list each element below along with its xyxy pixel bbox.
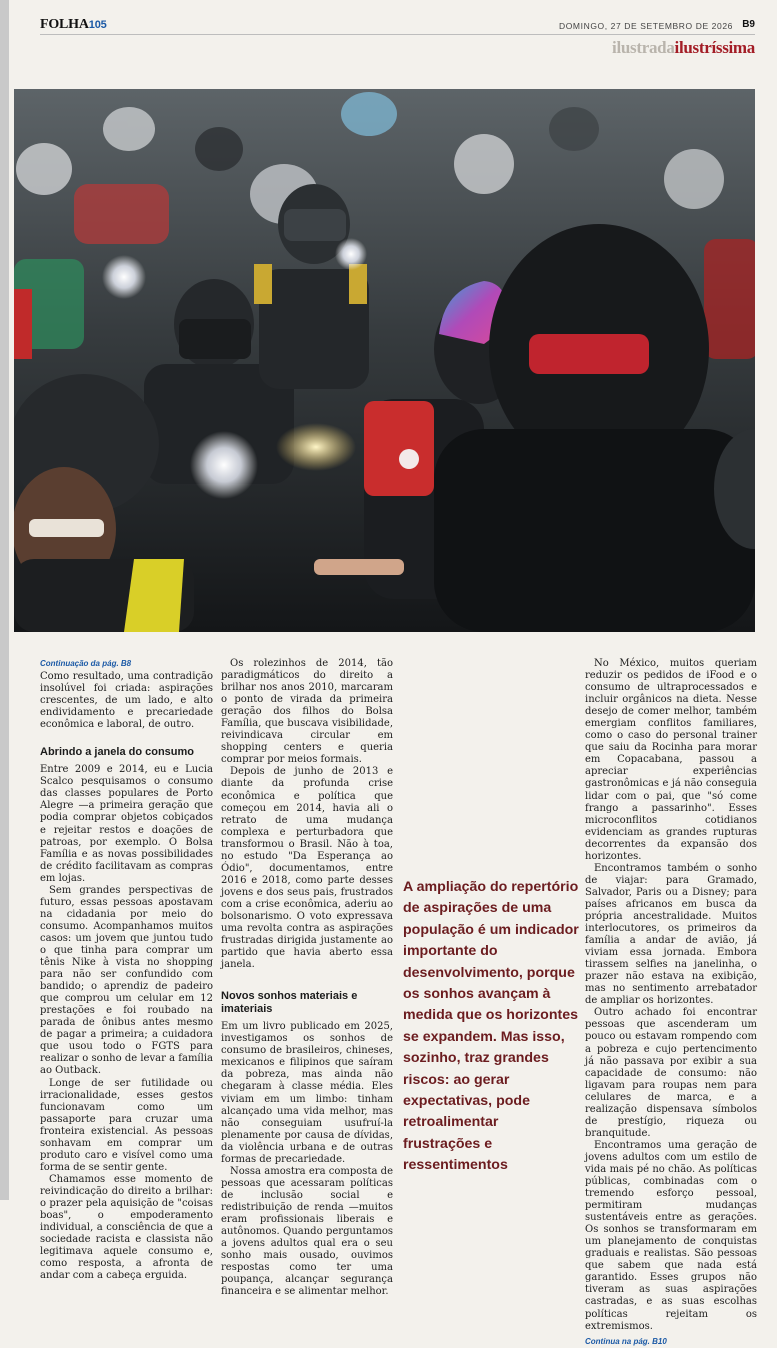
paragraph: Depois de junho de 2013 e diante da profunda crise econômica e política que começou em 2014, havia ali o retrato de uma mudança complexa e perturbadora que transformou o Brasil. Não à toa, no estudo "Da Esperança ao Ódio", documentamos, entre 2016 e 2018, como parte desses jovens e dos seus pais, frustrados com a crise econômica, aderiu ao bolsonarismo. O voto expressava uma revolta contra as aspirações frustradas dirigida justamente ao partido que havia aberto essa janela. [221,766,393,971]
logo-text: FOLHA [40,17,89,32]
masthead-rule [40,34,755,35]
paragraph: No México, muitos queriam reduzir os pedidos de iFood e o consumo de ultraprocessados e incluir orgânicos na dieta. Nesse desejo de comer melhor, também emergiam conflitos familiares, como o caso do personal trainer que saiu da Rocinha para morar em Copacabana, passou a apreciar experiências gastronômicas e já não conseguia lidar com o pai, que "só come frango a passarinho". Esses microconflitos cotidianos evidenciam as grandes rupturas decorrentes da expansão dos horizontes. [585,658,757,862]
subhead-sonhos: Novos sonhos materiais e imateriais [221,990,358,1016]
paragraph: Em um livro publicado em 2025, investigamos os sonhos de consumo de brasileiros, chineses, mexicanos e filipinos que saíram da pobreza, mas ainda não chegaram à classe média. Eles viviam em um limbo: tinham alcançado uma vida melhor, mas não conseguiam usufruí-la plenamente por causa de dívidas, da violência urbana e de outras formas de precariedade. [221,1021,393,1165]
logo-anniversary-number: 105 [88,19,107,31]
paragraph: Entre 2009 e 2014, eu e Lucia Scalco pesquisamos o consumo das classes populares de Porto Alegre —a primeira geração que podia comprar objetos cobiçados e rejeitar restos e doações de patroas, por exemplo. O Bolsa Família e as novas possibilidades de crédito facilitavam as compras em lojas. [40,764,213,884]
paragraph: Chamamos esse momento de reivindicação do direito a brilhar: o prazer pela aquisição de "coisas boas", o empoderamento individual, a consciência de que a sociedade racista e classista não legitimava aquele consumo e, como resposta, a afronta de andar com a cabeça erguida. [40,1173,213,1282]
section-title [612,38,755,58]
paragraph: Encontramos também o sonho de viajar: para Gramado, Salvador, Paris ou a Disney; para países africanos em busca da própria ancestralidade. Muitos interlocutores, os primeiros da família a andar de avião, já viviam essa jornada. Embora tirassem selfies na janelinha, o prazer não estava na exibição, mas no sentimento arrebatador de ampliar os horizontes. [585,862,757,1007]
section-title-ilustrissima: ilustríssima [674,38,755,57]
article-photo [14,89,755,632]
page-edge [0,0,9,1200]
section-title-ilustrada: ilustrada [612,38,675,57]
protest-photo-illustration [14,89,755,632]
subhead-consumo: Abrindo a janela do consumo [40,746,195,759]
article-column-1 [40,658,213,1282]
article-column-3 [585,658,757,1348]
continued-to-link[interactable]: Continua na pág. B10 [585,1336,667,1346]
paragraph: Outro achado foi encontrar pessoas que ascenderam um pouco ou estavam rompendo com a pobreza e cujo pertencimento já não passava por exibir a sua capacidade de consumo: não ligavam para roupas nem para celulares de marca, e a realização dispensava símbolos de prestígio, riqueza ou branquitude. [585,1007,757,1139]
paragraph: Nossa amostra era composta de pessoas que acessaram políticas de inclusão social e redistribuição de renda —muitos eram profissionais liberais e autônomos. Quando perguntamos a jovens adultos qual era o seu sonho mais ousado, ouvimos respostas como ter uma poupança, alcançar segurança financeira e se alimentar melhor. [221,1165,393,1298]
article-column-2 [221,658,393,1298]
paragraph: Sem grandes perspectivas de futuro, essas pessoas apostavam na cidadania por meio do consumo. Acompanhamos muitos casos: um jovem que juntou tudo o que tinha para comprar um tênis Nike à vista no shopping para não ser confundido com bandido; o aprendiz de padeiro que comprou um celular em 12 prestações e foi roubado na parada de ônibus antes mesmo de pagar a primeira; a cuidadora que usou todo o FGTS para realizar o sonho de levar a família ao Outback. [40,884,213,1077]
newspaper-logo [40,17,107,33]
continued-from-link[interactable]: Continuação da pág. B8 [40,659,132,668]
pull-quote: A ampliação do repertório de aspirações de uma população é um indicador importante do desenvolvimento, porque os sonhos avançam à medida que os horizontes se expandem. Mas isso, sozinho, traz grandes riscos: ao gerar expectativas, pode retroalimentar frustrações e ressentimentos [403,879,579,1174]
page-number: B9 [742,19,755,30]
masthead [40,17,755,35]
paragraph: Encontramos uma geração de jovens adultos com um estilo de vida mais pé no chão. As políticas públicas, combinadas com o tremendo esforço pessoal, permitiram mudanças sustentáveis entre as gerações. Os sonhos se transformaram em um planejamento de conquistas graduais e realistas. São pessoas que sabem que nada está garantido. Esses grupos não tiveram as suas aspirações castradas, e as suas escolhas políticas rejeitam os extremismos. [585,1139,757,1332]
paragraph: Como resultado, uma contradição insolúvel foi criada: aspirações crescentes, de um lado, e alto endividamento e precariedade econômica e laboral, de outro. [40,671,213,731]
paragraph: Longe de ser futilidade ou irracionalidade, esses gestos funcionavam como um passaporte para cruzar uma fronteira existencial. As pessoas sonhavam em comprar um produto caro e visível como uma forma de se sentir gente. [40,1077,213,1173]
paragraph: Os rolezinhos de 2014, tão paradigmáticos do direito a brilhar nos anos 2010, marcaram o ponto de virada da primeira geração dos filhos do Bolsa Família, que buscava visibilidade, reivindicava circular em shopping centers e queria comprar por meios formais. [221,658,393,766]
edition-date: DOMINGO, 27 DE SETEMBRO DE 2026 [558,21,733,31]
